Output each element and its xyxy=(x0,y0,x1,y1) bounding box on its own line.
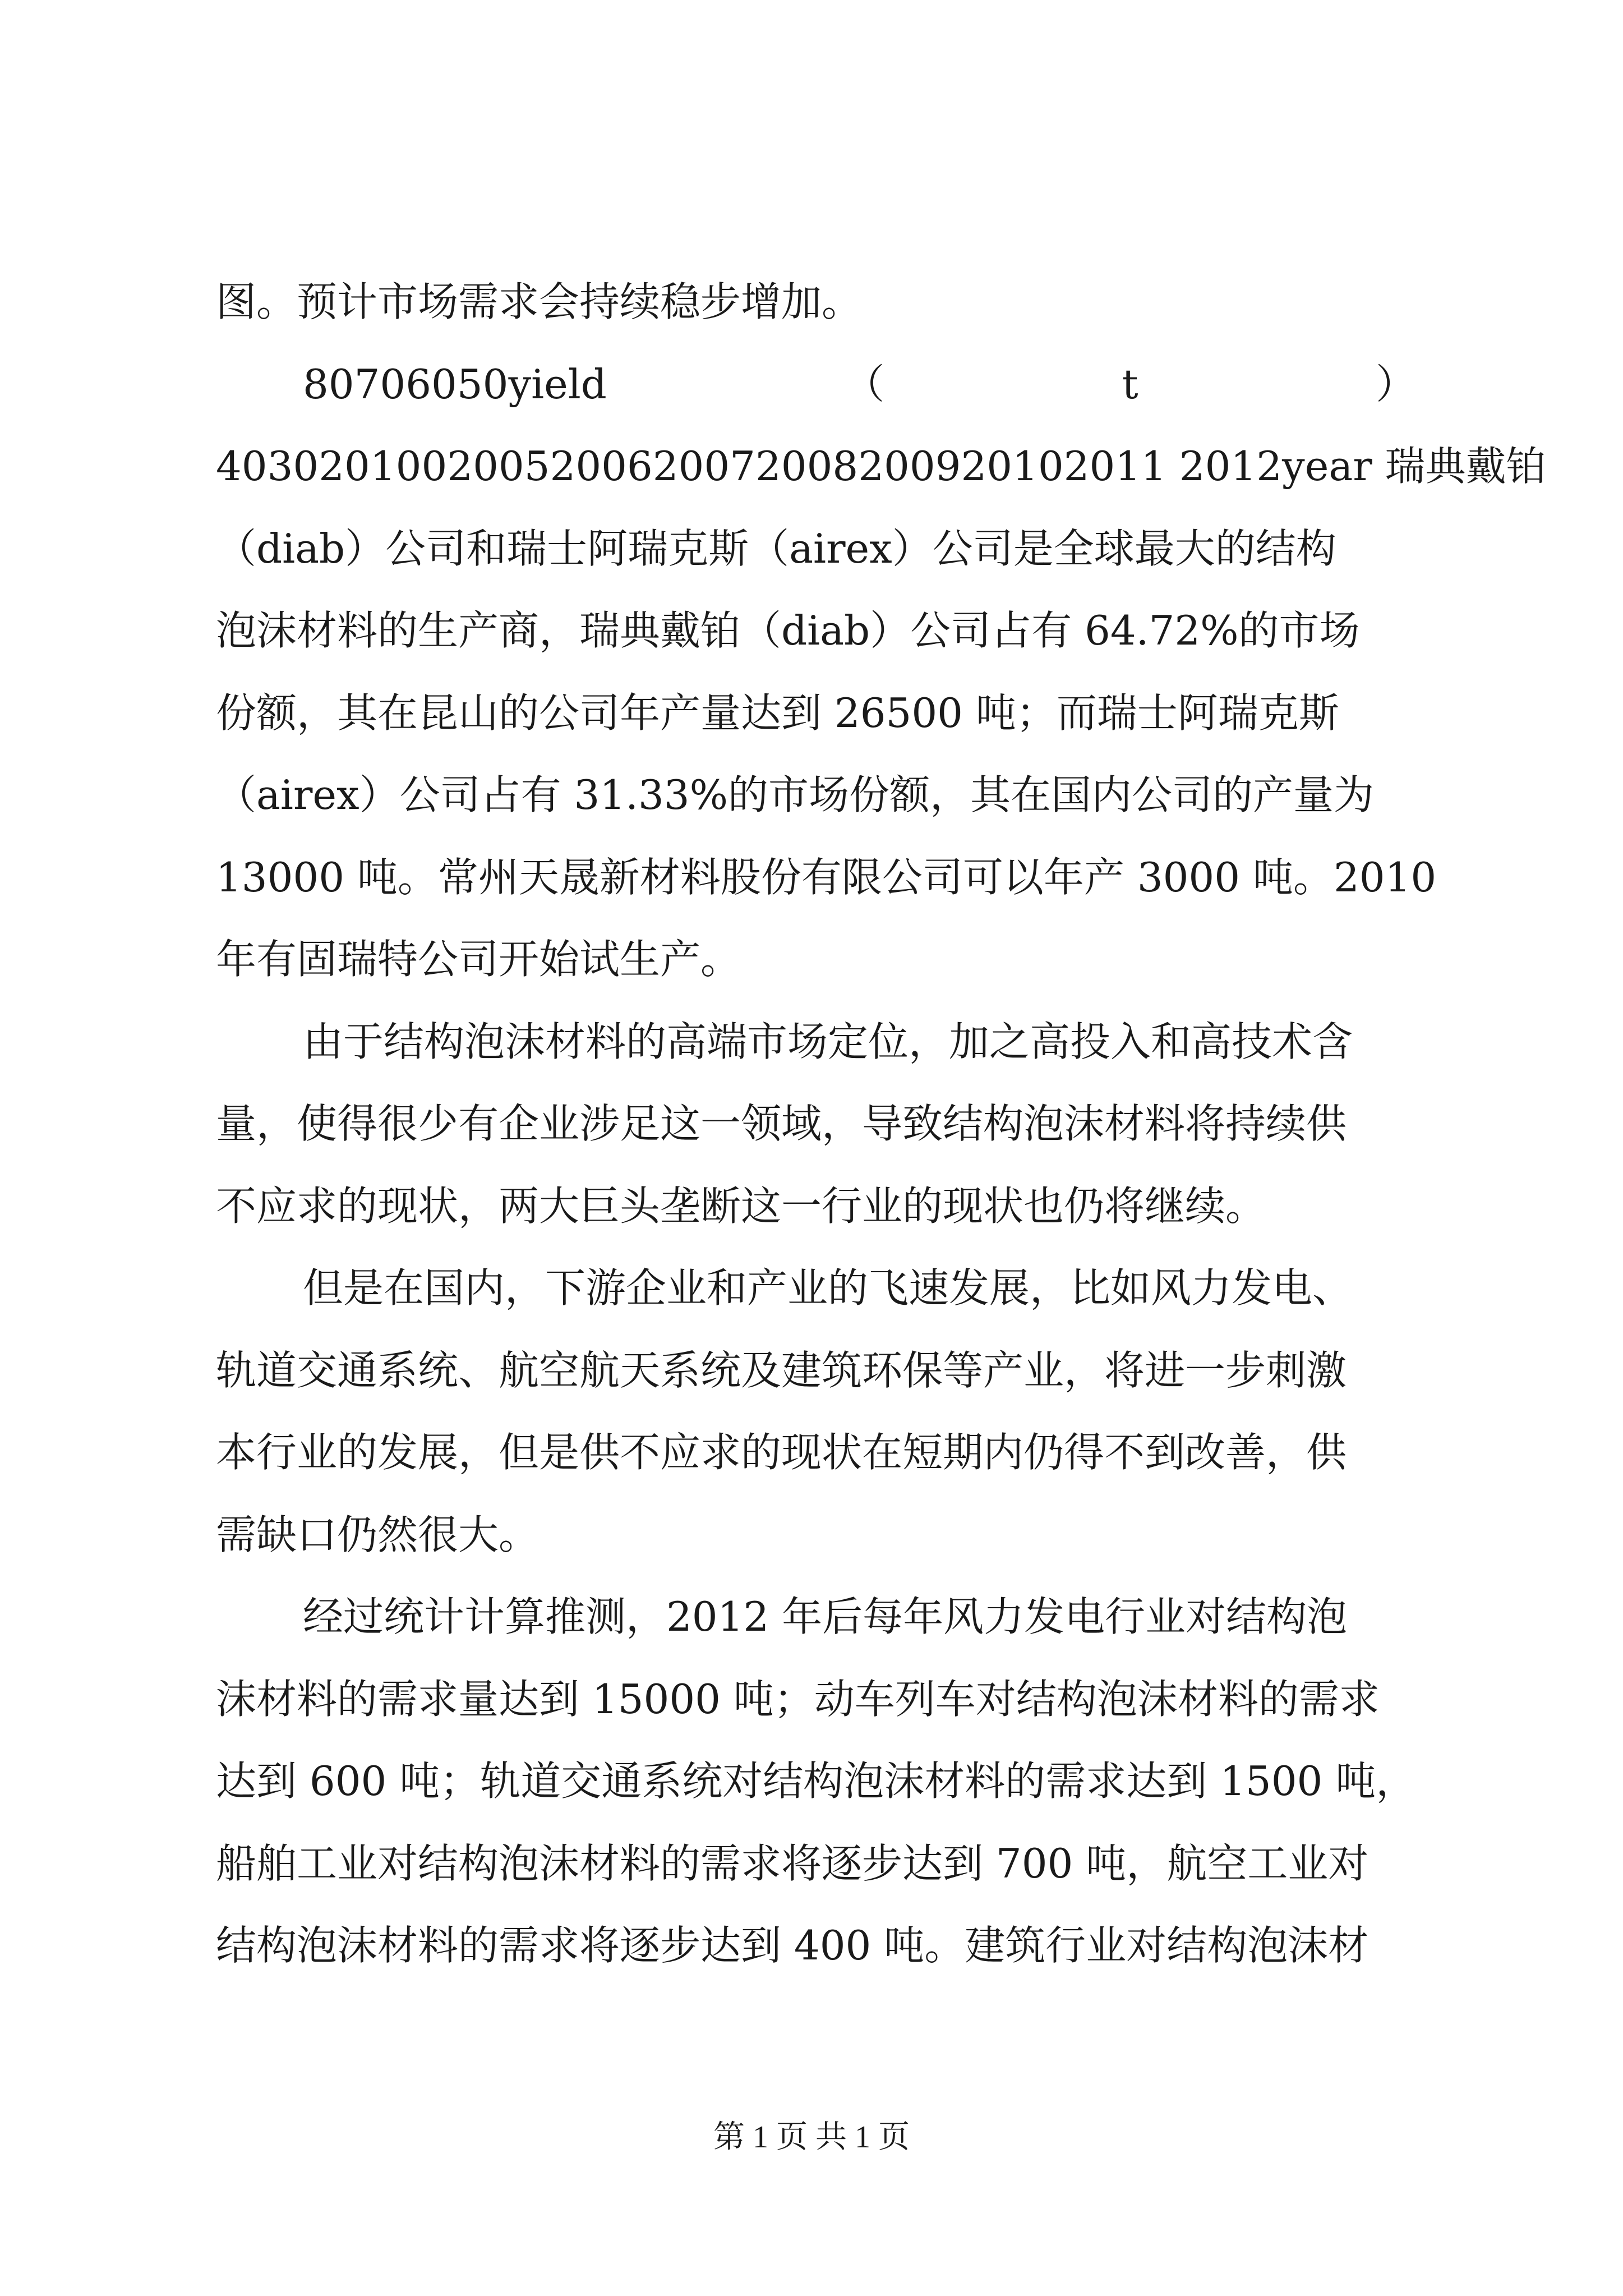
paragraph-line: （airex）公司占有 31.33%的市场份额，其在国内公司的产量为 xyxy=(216,771,1375,818)
paragraph-line: 本行业的发展，但是供不应求的现状在短期内仍得不到改善，供 xyxy=(216,1429,1347,1476)
document-body xyxy=(216,261,1547,1987)
paragraph-line: 船舶工业对结构泡沫材料的需求将逐步达到 700 吨，航空工业对 xyxy=(216,1839,1369,1887)
paragraph-line: 不应求的现状，两大巨头垄断这一行业的现状也仍将继续。 xyxy=(216,1182,1266,1230)
chart-residue-unit: t xyxy=(1122,360,1138,408)
chart-residue-paren-open: （ xyxy=(844,360,885,408)
paragraph-line: 结构泡沫材料的需求将逐步达到 400 吨。建筑行业对结构泡沫材 xyxy=(216,1922,1369,1969)
chart-residue-paren-close: ） xyxy=(1375,360,1416,408)
chart-residue-line xyxy=(216,343,1422,426)
paragraph-line: 但是在国内，下游企业和产业的飞速发展，比如风力发电、 xyxy=(303,1264,1353,1312)
paragraph-line: 量，使得很少有企业涉足这一领域，导致结构泡沫材料将持续供 xyxy=(216,1100,1347,1147)
paragraph-line: 4030201002005200620072008200920102011 2012year 瑞典戴铂 xyxy=(216,443,1547,490)
paragraph-line: 泡沫材料的生产商，瑞典戴铂（diab）公司占有 64.72%的市场 xyxy=(216,607,1360,654)
chart-residue-label: 80706050yield xyxy=(303,360,607,408)
paragraph-line: 份额，其在昆山的公司年产量达到 26500 吨；而瑞士阿瑞克斯 xyxy=(216,689,1339,737)
paragraph-line: 13000 吨。常州天晟新材料股份有限公司可以年产 3000 吨。2010 xyxy=(216,853,1437,901)
paragraph-line: 由于结构泡沫材料的高端市场定位，加之高投入和高技术含 xyxy=(303,1018,1353,1065)
paragraph-line: （diab）公司和瑞士阿瑞克斯（airex）公司是全球最大的结构 xyxy=(216,524,1336,572)
page-footer: 第 1 页 共 1 页 xyxy=(713,2120,910,2155)
paragraph-line: 需缺口仍然很大。 xyxy=(216,1511,540,1558)
paragraph-line: 达到 600 吨；轨道交通系统对结构泡沫材料的需求达到 1500 吨， xyxy=(216,1757,1417,1805)
paragraph-line: 轨道交通系统、航空航天系统及建筑环保等产业，将进一步刺激 xyxy=(216,1346,1347,1394)
paragraph-line: 经过统计计算推测，2012 年后每年风力发电行业对结构泡 xyxy=(303,1593,1348,1640)
paragraph-line: 沫材料的需求量达到 15000 吨；动车列车对结构泡沫材料的需求 xyxy=(216,1675,1380,1723)
paragraph-line: 图。预计市场需求会持续稳步增加。 xyxy=(216,278,863,325)
paragraph-line: 年有固瑞特公司开始试生产。 xyxy=(216,936,741,983)
